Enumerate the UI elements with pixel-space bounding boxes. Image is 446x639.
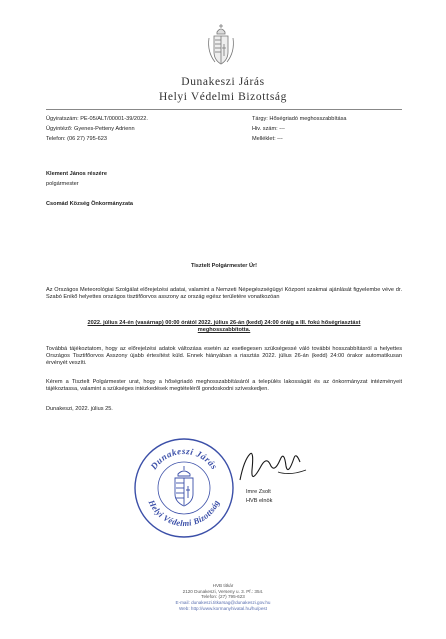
salutation: Tisztelt Polgármester Úr! [190, 263, 258, 269]
org-name-line2: Helyi Védelmi Bizottság [159, 91, 287, 103]
header-divider [46, 109, 402, 110]
attachment: Melléklet: --- [252, 136, 283, 142]
alert-highlight: 2022. július 24-én (vasárnap) 00:00 órától 2022. július 26-án (kedd) 24:00 óráig a III. fokú hőségriasztást meghosszabbította. [87, 320, 361, 334]
coat-of-arms-icon [206, 22, 236, 68]
body-paragraph-2: Továbbá tájékoztatom, hogy az előrejelzési adatok változása esetén az esetlegesen szükségessé váló további hosszabbításról a helyettes Országos Tisztifőorvos Asszony újabb értesítést küld. Ennek hiányában a riasztás 2022. július 26-án (kedd) 24:00 órakor automatikusan érvényét veszíti. [46, 346, 402, 367]
stamp-crest-icon [175, 466, 193, 506]
body-paragraph-1: Az Országos Meteorológiai Szolgálat előrejelzési adatai, valamint a Nemzeti Népegészségügyi Központ szakmai ajánlását figyelembe véve dr. Szabó Enikő helyettes országos tisztifőorvos asszony az ország egész területére vonatkozóan [46, 287, 402, 301]
footer-phone: Telefon: (27) 795-623 [201, 594, 245, 600]
signatory-title: HVB elnök [246, 498, 273, 504]
footer-line-1: HVB titkár [212, 583, 234, 588]
document-date: Dunakeszi, 2022. július 25. [46, 406, 113, 412]
subject: Tárgy: Hőségriadó meghosszabbítása [252, 116, 347, 122]
case-number: Ügyiratszám: PE-05/ALT/00001-39/2022. [46, 116, 148, 122]
stamp-text-bottom: Helyi Védelmi Bizottság [146, 498, 222, 529]
meta-right [252, 116, 347, 143]
footer-email[interactable]: E-mail: dunakeszi.titkarsag@dunakeszi.gov.hu [175, 600, 271, 606]
stamp-text-top: Dunakeszi Járás [148, 445, 220, 472]
recipient-org: Csomád Község Önkormányzata [46, 201, 134, 207]
org-name-line1: Dunakeszi Járás [181, 76, 265, 88]
body-paragraph-3: Kérem a Tisztelt Polgármester urat, hogy a hőségriadó meghosszabbításáról a település lakosságát és az önkormányzat intézményeit tájékoztassa, valamint a szükséges intézkedések megtételéről gondoskodni szíveskedjen. [46, 379, 402, 393]
reference-number: Hiv. szám: --- [252, 126, 285, 132]
recipient-role: polgármester [46, 181, 79, 187]
recipient-name: Klement János részére [46, 171, 107, 177]
footer-web[interactable]: Web: http://www.kormanyhivatal.hu/hu/pest [178, 605, 267, 611]
case-officer: Ügyintéző: Gyenes-Petteny Adrienn [46, 126, 135, 132]
signatory-name: Imre Zsolt [246, 489, 271, 495]
handwritten-signature [230, 440, 310, 488]
phone: Telefon: (06 27) 795-623 [46, 136, 107, 142]
footer-address: 2120 Dunakeszi, Verseny u. 3. Pf.: 354. [182, 588, 264, 594]
meta-left [46, 116, 148, 143]
footer [0, 583, 446, 612]
official-stamp [132, 436, 236, 540]
